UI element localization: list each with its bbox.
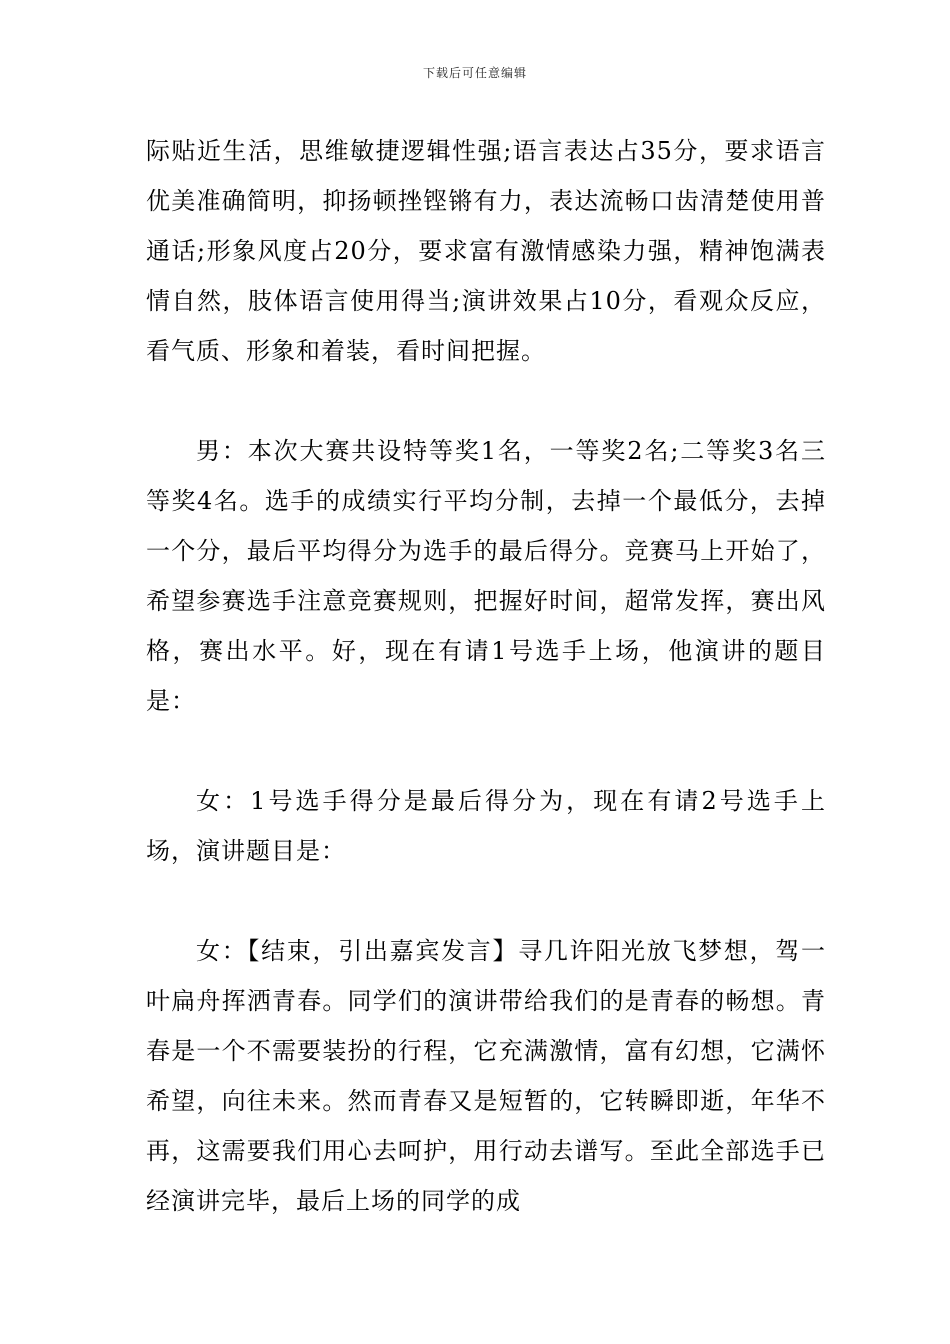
paragraph-gap bbox=[146, 876, 826, 926]
header-note: 下载后可任意编辑 bbox=[422, 66, 527, 80]
paragraph-female-host-closing: 女：【结束，引出嘉宾发言】寻几许阳光放飞梦想，驾一叶扁舟挥洒青春。同学们的演讲带给我们的是青春的畅想。青春是一个不需要装扮的行程，它充满激情，富有幻想，它满怀希望，向往未来。然而青春又是短暂的，它转瞬即逝，年华不再，这需要我们用心去呵护，用行动去谱写。至此全部选手已经演讲完毕，最后上场的同学的成 bbox=[146, 937, 826, 1215]
paragraph-judging-criteria: 际贴近生活，思维敏捷逻辑性强;语言表达占35分，要求语言优美准确简明，抑扬顿挫铿锵有力，表达流畅口齿清楚使用普通话;形象风度占20分，要求富有激情感染力强，精神饱满表情自然，肢体语言使用得当;演讲效果占10分，看观众反应，看气质、形象和着装，看时间把握。 bbox=[146, 137, 826, 365]
document-body bbox=[146, 126, 826, 1226]
paragraph-female-host-contestant-2: 女：1号选手得分是最后得分为，现在有请2号选手上场，演讲题目是： bbox=[146, 787, 826, 865]
paragraph-gap bbox=[146, 726, 826, 776]
paragraph-male-host-awards: 男：本次大赛共设特等奖1名，一等奖2名;二等奖3名三等奖4名。选手的成绩实行平均分制，去掉一个最低分，去掉一个分，最后平均得分为选手的最后得分。竞赛马上开始了，希望参赛选手注意竞赛规则，把握好时间，超常发挥，赛出风格，赛出水平。好，现在有请1号选手上场，他演讲的题目是： bbox=[146, 437, 826, 715]
paragraph-gap bbox=[146, 376, 826, 426]
